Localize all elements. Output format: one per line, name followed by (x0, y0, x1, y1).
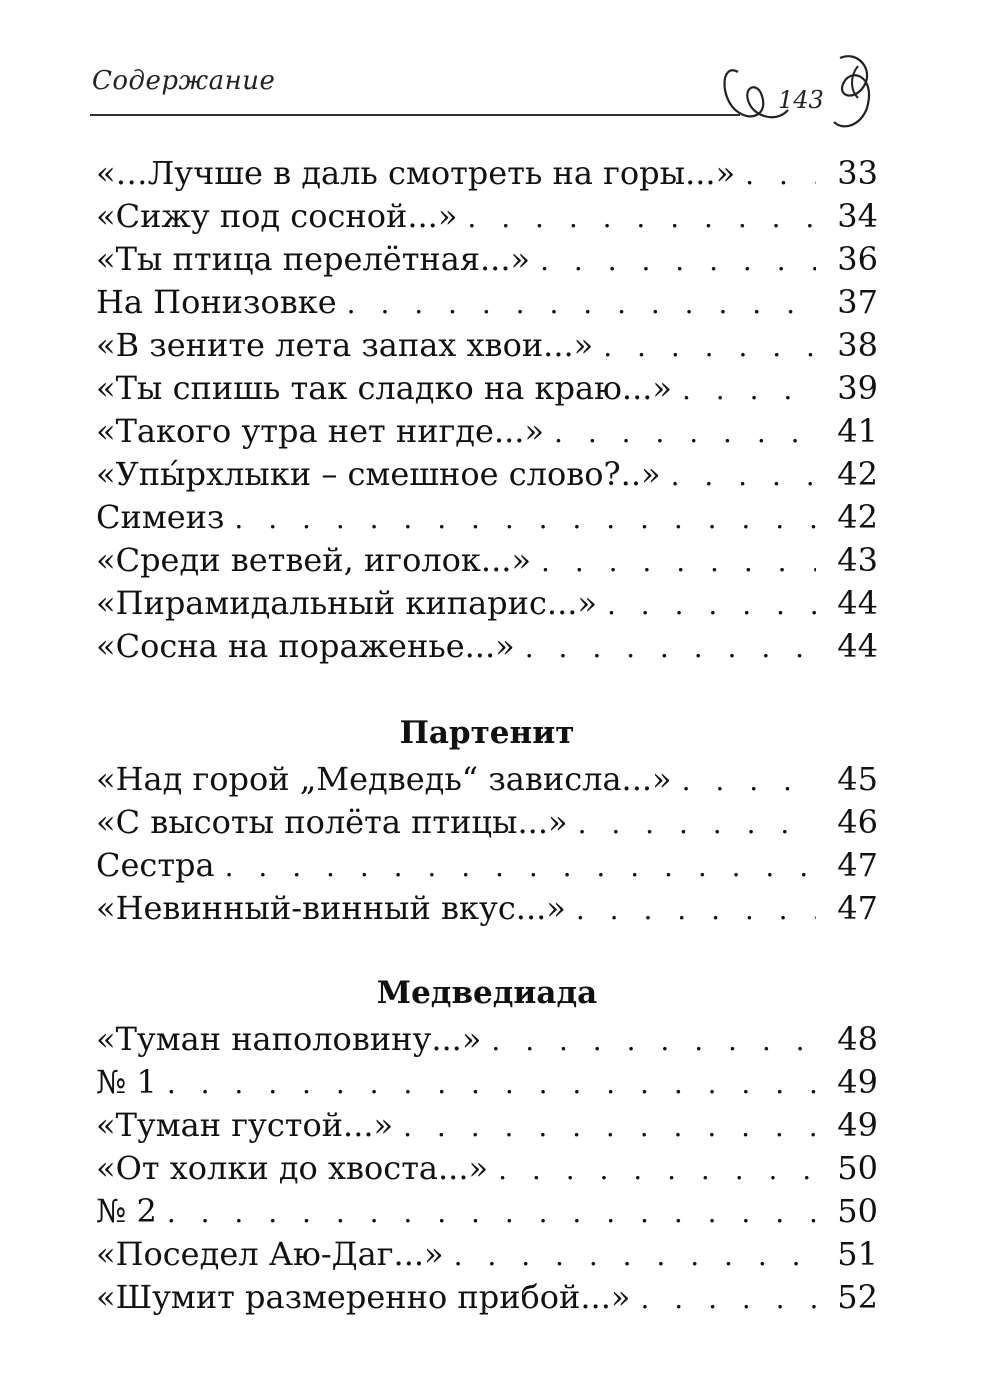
entry-page: 49 (837, 1063, 878, 1101)
entry-title: «Над горой „Медведь“ зависла...» (96, 760, 672, 798)
dot-leader (234, 497, 816, 540)
entry-title: «Невинный-винный вкус...» (96, 889, 566, 927)
section-heading-medvediada: Медведиада (376, 975, 598, 1011)
toc-entry[interactable] (96, 1233, 878, 1276)
entry-title: «Сосна на пораженье...» (96, 627, 515, 665)
dot-leader (682, 368, 816, 411)
entry-page: 34 (837, 197, 878, 235)
toc-entry[interactable] (96, 152, 878, 195)
toc-entry[interactable] (96, 801, 878, 844)
entry-title: «Ты птица перелётная...» (96, 240, 531, 278)
entry-page: 39 (837, 369, 878, 407)
dot-leader (682, 759, 816, 802)
entry-title: «Сижу под сосной...» (96, 197, 458, 235)
entry-title: «Упы́рхлыки – смешное слово?..» (96, 455, 661, 493)
entry-page: 44 (837, 584, 878, 622)
dot-leader (576, 888, 816, 931)
toc-entry[interactable] (96, 758, 878, 801)
entry-page: 33 (837, 154, 878, 192)
dot-leader (167, 1191, 816, 1234)
dot-leader (525, 626, 816, 669)
entry-title: «Среди ветвей, иголок...» (96, 541, 532, 579)
section-spacer (96, 930, 878, 968)
entry-title: «Туман наполовину...» (96, 1020, 482, 1058)
dot-leader (554, 411, 816, 454)
toc-entry[interactable] (96, 1018, 878, 1061)
dot-leader (640, 1277, 816, 1320)
dot-leader (347, 282, 816, 325)
entry-page: 43 (837, 541, 878, 579)
entry-page: 52 (837, 1278, 878, 1316)
entry-title: «Такого утра нет нигде...» (96, 412, 545, 450)
entry-title: «Поседел Аю-Даг...» (96, 1235, 444, 1273)
dot-leader (578, 802, 816, 845)
toc-entry[interactable] (96, 1147, 878, 1190)
section-spacer (96, 668, 878, 708)
toc-entry[interactable] (96, 1276, 878, 1319)
table-of-contents (96, 152, 878, 1319)
dot-leader (491, 1019, 816, 1062)
entry-page: 49 (837, 1106, 878, 1144)
entry-title: «Туман густой...» (96, 1106, 394, 1144)
entry-title: «Шумит размеренно прибой...» (96, 1278, 631, 1316)
page-number: 143 (778, 86, 824, 114)
page-header (88, 58, 888, 138)
entry-page: 42 (837, 455, 878, 493)
entry-title: № 2 (96, 1192, 157, 1230)
toc-entry[interactable] (96, 844, 878, 887)
dot-leader (540, 239, 816, 282)
entry-title: Симеиз (96, 498, 225, 536)
header-rule (90, 114, 740, 116)
toc-entry[interactable] (96, 582, 878, 625)
entry-title: «С высоты полёта птицы...» (96, 803, 568, 841)
entry-title: «…Лучше в даль смотреть на горы...» (96, 154, 736, 192)
toc-entry[interactable] (96, 887, 878, 930)
entry-page: 47 (837, 889, 878, 927)
dot-leader (225, 845, 816, 888)
toc-entry[interactable] (96, 1104, 878, 1147)
entry-page: 51 (837, 1235, 878, 1273)
section-heading-partenit: Партенит (399, 715, 575, 751)
toc-entry[interactable] (96, 453, 878, 496)
dot-leader (167, 1062, 816, 1105)
dot-leader (403, 1105, 816, 1148)
toc-entry[interactable] (96, 625, 878, 668)
dot-leader (467, 196, 816, 239)
toc-entry[interactable] (96, 195, 878, 238)
entry-title: «Ты спишь так сладко на краю...» (96, 369, 672, 407)
entry-page: 44 (837, 627, 878, 665)
entry-page: 38 (837, 326, 878, 364)
header-title: Содержание (92, 66, 276, 96)
dot-leader (607, 583, 816, 626)
entry-page: 36 (837, 240, 878, 278)
toc-group-2 (96, 708, 878, 930)
toc-entry[interactable] (96, 1061, 878, 1104)
toc-entry[interactable] (96, 324, 878, 367)
entry-title: «От холки до хвоста...» (96, 1149, 489, 1187)
entry-page: 45 (837, 760, 878, 798)
dot-leader (745, 153, 816, 196)
dot-leader (671, 454, 816, 497)
toc-group-1 (96, 152, 878, 668)
toc-entry[interactable] (96, 496, 878, 539)
entry-title: № 1 (96, 1063, 157, 1101)
entry-page: 47 (837, 846, 878, 884)
toc-entry[interactable] (96, 367, 878, 410)
entry-page: 41 (837, 412, 878, 450)
entry-page: 50 (837, 1192, 878, 1230)
entry-page: 48 (837, 1020, 878, 1058)
toc-group-3 (96, 968, 878, 1319)
entry-title: «Пирамидальный кипарис...» (96, 584, 597, 622)
toc-entry[interactable] (96, 238, 878, 281)
entry-page: 42 (837, 498, 878, 536)
dot-leader (454, 1234, 816, 1277)
entry-title: На Понизовке (96, 283, 337, 321)
entry-page: 46 (837, 803, 878, 841)
entry-title: Сестра (96, 846, 215, 884)
toc-entry[interactable] (96, 539, 878, 582)
entry-page: 37 (837, 283, 878, 321)
entry-title: «В зените лета запах хвои...» (96, 326, 594, 364)
toc-entry[interactable] (96, 281, 878, 324)
entry-page: 50 (837, 1149, 878, 1187)
toc-entry[interactable] (96, 1190, 878, 1233)
dot-leader (541, 540, 816, 583)
dot-leader (603, 325, 816, 368)
dot-leader (498, 1148, 816, 1191)
toc-entry[interactable] (96, 410, 878, 453)
